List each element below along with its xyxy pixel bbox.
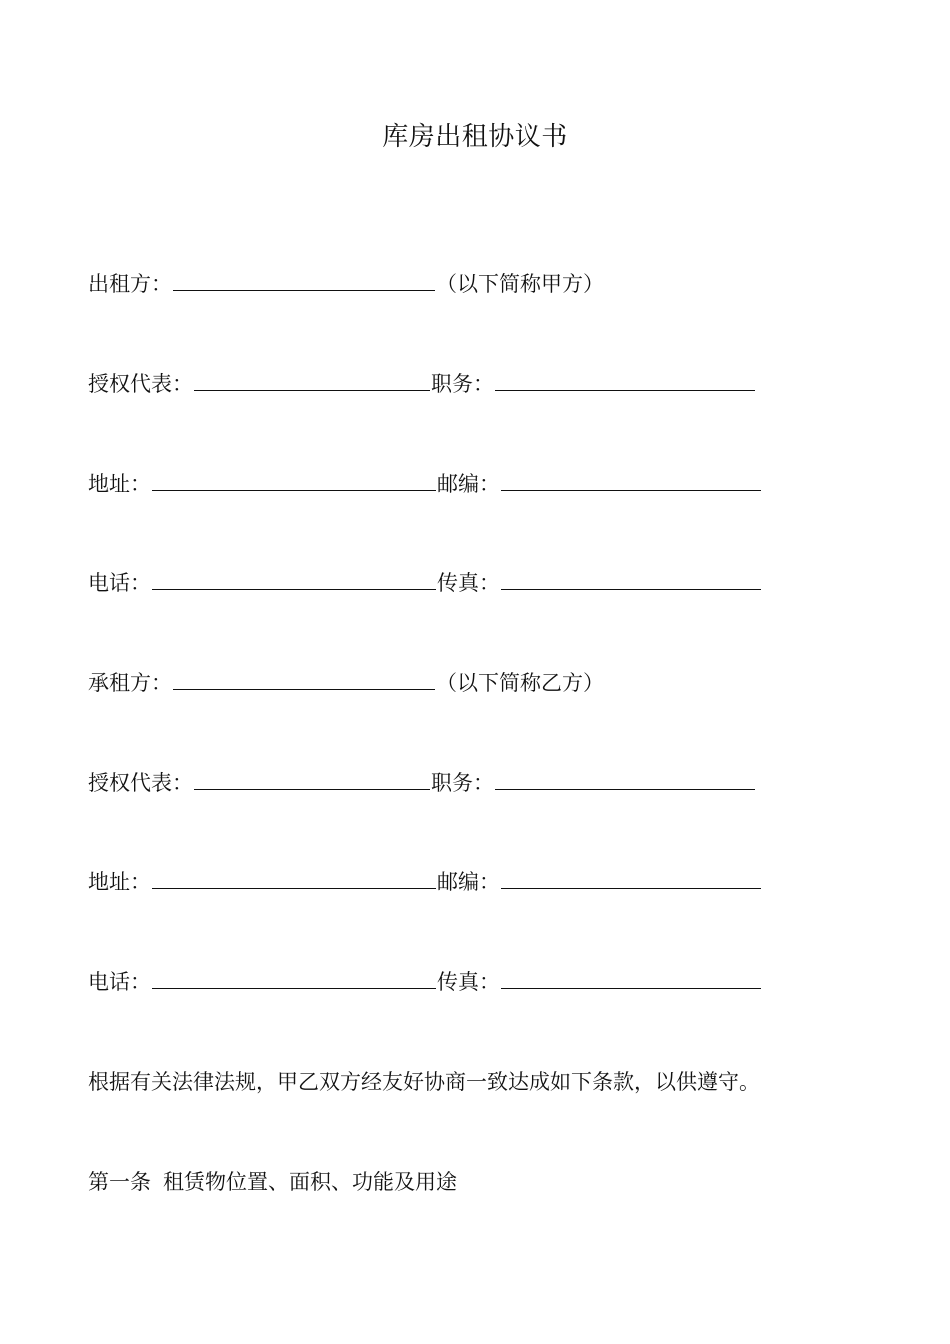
lessee-name-field[interactable] — [173, 667, 435, 690]
lessor-name-field[interactable] — [173, 268, 435, 291]
lessee-position-label: 职务： — [431, 771, 494, 795]
lessee-address-line — [88, 866, 762, 898]
lessor-postcode-label: 邮编： — [437, 472, 500, 496]
lessor-rep-field[interactable] — [194, 368, 430, 391]
lessee-party-note: （以下简称乙方） — [436, 671, 604, 695]
lessor-fax-field[interactable] — [501, 567, 761, 590]
lessor-party-label: 出租方： — [88, 272, 172, 296]
lessee-address-label: 地址： — [88, 870, 151, 894]
lessor-address-field[interactable] — [152, 468, 436, 491]
lessor-fax-label: 传真： — [437, 571, 500, 595]
lessee-phone-label: 电话： — [88, 970, 151, 994]
lessor-phone-line — [88, 567, 762, 599]
lessor-address-line — [88, 468, 762, 500]
lessee-address-field[interactable] — [152, 866, 436, 889]
lessor-postcode-field[interactable] — [501, 468, 761, 491]
lessee-party-line — [88, 667, 604, 699]
lessor-party-line — [88, 268, 604, 300]
lessor-rep-line — [88, 368, 756, 400]
lessee-phone-line — [88, 966, 762, 998]
lessor-rep-label: 授权代表： — [88, 372, 193, 396]
article-1-number: 第一条 — [88, 1170, 151, 1194]
lessee-position-field[interactable] — [495, 767, 755, 790]
lessor-party-note: （以下简称甲方） — [436, 272, 604, 296]
lessor-address-label: 地址： — [88, 472, 151, 496]
lessee-fax-field[interactable] — [501, 966, 761, 989]
lessee-fax-label: 传真： — [437, 970, 500, 994]
article-1-heading — [88, 1166, 457, 1198]
lessor-phone-label: 电话： — [88, 571, 151, 595]
article-1-title: 租赁物位置、面积、功能及用途 — [163, 1170, 457, 1194]
lessor-position-field[interactable] — [495, 368, 755, 391]
lessee-rep-label: 授权代表： — [88, 771, 193, 795]
document-title: 库房出租协议书 — [382, 122, 568, 152]
lessee-postcode-field[interactable] — [501, 866, 761, 889]
lessor-position-label: 职务： — [431, 372, 494, 396]
lessor-phone-field[interactable] — [152, 567, 436, 590]
lessee-rep-field[interactable] — [194, 767, 430, 790]
preamble-paragraph: 根据有关法律法规，甲乙双方经友好协商一致达成如下条款，以供遵守。 — [88, 1070, 760, 1094]
lessee-phone-field[interactable] — [152, 966, 436, 989]
lessee-rep-line — [88, 767, 756, 799]
lessee-party-label: 承租方： — [88, 671, 172, 695]
lessee-postcode-label: 邮编： — [437, 870, 500, 894]
